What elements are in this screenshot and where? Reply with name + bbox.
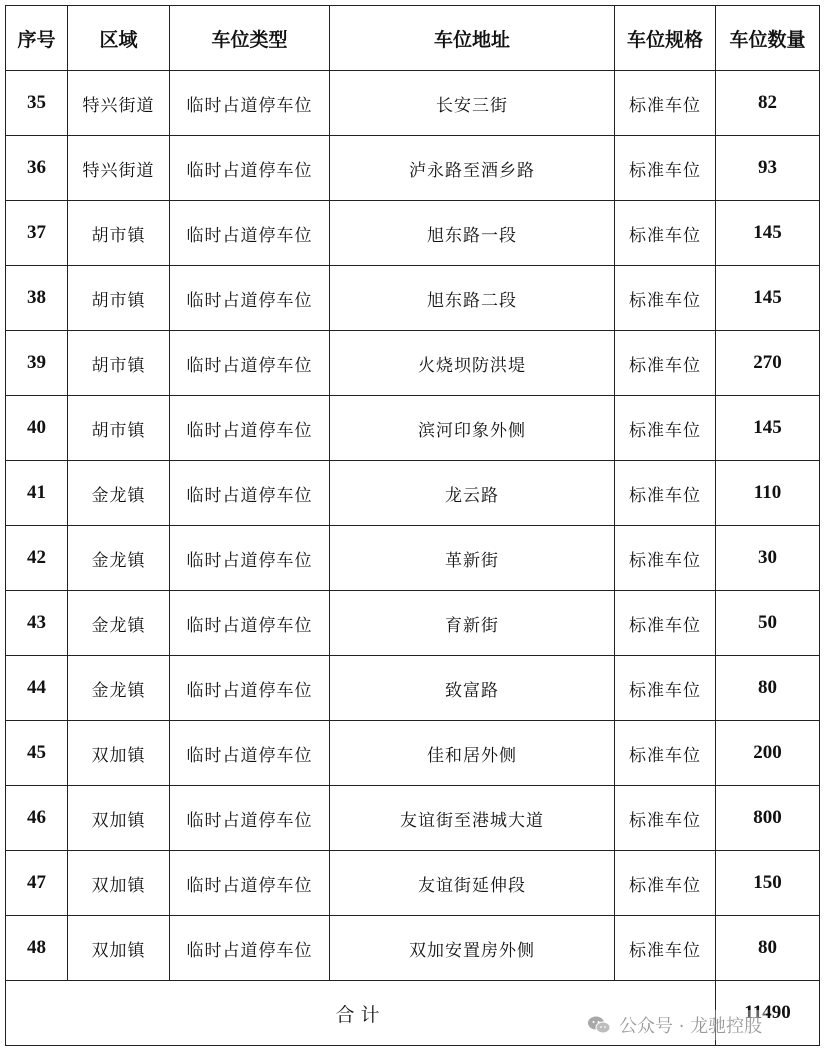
cell-qty: 80 xyxy=(716,916,820,981)
cell-type: 临时占道停车位 xyxy=(170,201,330,266)
cell-area: 金龙镇 xyxy=(68,656,170,721)
cell-type: 临时占道停车位 xyxy=(170,786,330,851)
cell-spec: 标准车位 xyxy=(615,201,716,266)
cell-spec: 标准车位 xyxy=(615,331,716,396)
cell-seq: 45 xyxy=(6,721,68,786)
cell-area: 胡市镇 xyxy=(68,201,170,266)
table-row xyxy=(6,591,820,656)
cell-type: 临时占道停车位 xyxy=(170,461,330,526)
cell-address: 友谊街至港城大道 xyxy=(330,786,615,851)
cell-spec: 标准车位 xyxy=(615,266,716,331)
cell-seq: 35 xyxy=(6,71,68,136)
cell-qty: 30 xyxy=(716,526,820,591)
cell-address: 旭东路一段 xyxy=(330,201,615,266)
header-type: 车位类型 xyxy=(170,6,330,71)
cell-type: 临时占道停车位 xyxy=(170,71,330,136)
table-header-row xyxy=(6,6,820,71)
cell-type: 临时占道停车位 xyxy=(170,851,330,916)
table-row xyxy=(6,851,820,916)
cell-spec: 标准车位 xyxy=(615,851,716,916)
cell-address: 旭东路二段 xyxy=(330,266,615,331)
cell-qty: 82 xyxy=(716,71,820,136)
cell-area: 特兴街道 xyxy=(68,71,170,136)
cell-qty: 110 xyxy=(716,461,820,526)
cell-seq: 43 xyxy=(6,591,68,656)
cell-address: 双加安置房外侧 xyxy=(330,916,615,981)
cell-spec: 标准车位 xyxy=(615,396,716,461)
cell-type: 临时占道停车位 xyxy=(170,721,330,786)
cell-address: 致富路 xyxy=(330,656,615,721)
cell-spec: 标准车位 xyxy=(615,721,716,786)
cell-address: 火烧坝防洪堤 xyxy=(330,331,615,396)
cell-address: 革新街 xyxy=(330,526,615,591)
cell-qty: 145 xyxy=(716,266,820,331)
cell-seq: 36 xyxy=(6,136,68,201)
cell-qty: 200 xyxy=(716,721,820,786)
cell-type: 临时占道停车位 xyxy=(170,331,330,396)
cell-area: 金龙镇 xyxy=(68,591,170,656)
cell-qty: 93 xyxy=(716,136,820,201)
cell-spec: 标准车位 xyxy=(615,916,716,981)
cell-type: 临时占道停车位 xyxy=(170,136,330,201)
cell-spec: 标准车位 xyxy=(615,71,716,136)
cell-spec: 标准车位 xyxy=(615,526,716,591)
cell-area: 金龙镇 xyxy=(68,526,170,591)
cell-spec: 标准车位 xyxy=(615,656,716,721)
cell-seq: 48 xyxy=(6,916,68,981)
cell-seq: 41 xyxy=(6,461,68,526)
table-row xyxy=(6,201,820,266)
parking-spaces-table xyxy=(5,5,820,1046)
cell-spec: 标准车位 xyxy=(615,136,716,201)
cell-type: 临时占道停车位 xyxy=(170,396,330,461)
cell-address: 龙云路 xyxy=(330,461,615,526)
table-row xyxy=(6,461,820,526)
cell-type: 临时占道停车位 xyxy=(170,266,330,331)
cell-qty: 145 xyxy=(716,201,820,266)
cell-area: 双加镇 xyxy=(68,786,170,851)
cell-seq: 39 xyxy=(6,331,68,396)
cell-area: 金龙镇 xyxy=(68,461,170,526)
cell-address: 泸永路至酒乡路 xyxy=(330,136,615,201)
cell-seq: 47 xyxy=(6,851,68,916)
table-row xyxy=(6,786,820,851)
cell-type: 临时占道停车位 xyxy=(170,526,330,591)
cell-qty: 50 xyxy=(716,591,820,656)
table-row xyxy=(6,136,820,201)
cell-spec: 标准车位 xyxy=(615,786,716,851)
table-row xyxy=(6,526,820,591)
header-spec: 车位规格 xyxy=(615,6,716,71)
watermark-text: 公众号 · 龙驰控股 xyxy=(619,1016,763,1037)
cell-address: 佳和居外侧 xyxy=(330,721,615,786)
cell-qty: 800 xyxy=(716,786,820,851)
total-qty: 11490 xyxy=(716,981,820,1046)
cell-seq: 44 xyxy=(6,656,68,721)
header-address: 车位地址 xyxy=(330,6,615,71)
header-area: 区域 xyxy=(68,6,170,71)
cell-qty: 150 xyxy=(716,851,820,916)
cell-qty: 145 xyxy=(716,396,820,461)
table-row xyxy=(6,721,820,786)
cell-seq: 38 xyxy=(6,266,68,331)
watermark xyxy=(583,1010,766,1040)
cell-qty: 80 xyxy=(716,656,820,721)
cell-area: 胡市镇 xyxy=(68,396,170,461)
cell-address: 育新街 xyxy=(330,591,615,656)
header-qty: 车位数量 xyxy=(716,6,820,71)
cell-address: 长安三街 xyxy=(330,71,615,136)
table-row xyxy=(6,656,820,721)
cell-address: 滨河印象外侧 xyxy=(330,396,615,461)
table-row xyxy=(6,266,820,331)
total-label: 合计 xyxy=(6,981,716,1046)
table-row xyxy=(6,331,820,396)
header-seq: 序号 xyxy=(6,6,68,71)
table-row xyxy=(6,916,820,981)
cell-seq: 40 xyxy=(6,396,68,461)
table-row xyxy=(6,71,820,136)
wechat-icon xyxy=(587,1014,611,1036)
cell-seq: 37 xyxy=(6,201,68,266)
cell-type: 临时占道停车位 xyxy=(170,591,330,656)
cell-type: 临时占道停车位 xyxy=(170,916,330,981)
cell-area: 胡市镇 xyxy=(68,266,170,331)
cell-area: 双加镇 xyxy=(68,721,170,786)
cell-area: 特兴街道 xyxy=(68,136,170,201)
cell-spec: 标准车位 xyxy=(615,461,716,526)
cell-spec: 标准车位 xyxy=(615,591,716,656)
cell-seq: 46 xyxy=(6,786,68,851)
cell-area: 双加镇 xyxy=(68,851,170,916)
cell-area: 胡市镇 xyxy=(68,331,170,396)
table-row xyxy=(6,396,820,461)
cell-qty: 270 xyxy=(716,331,820,396)
cell-address: 友谊街延伸段 xyxy=(330,851,615,916)
cell-type: 临时占道停车位 xyxy=(170,656,330,721)
cell-area: 双加镇 xyxy=(68,916,170,981)
cell-seq: 42 xyxy=(6,526,68,591)
